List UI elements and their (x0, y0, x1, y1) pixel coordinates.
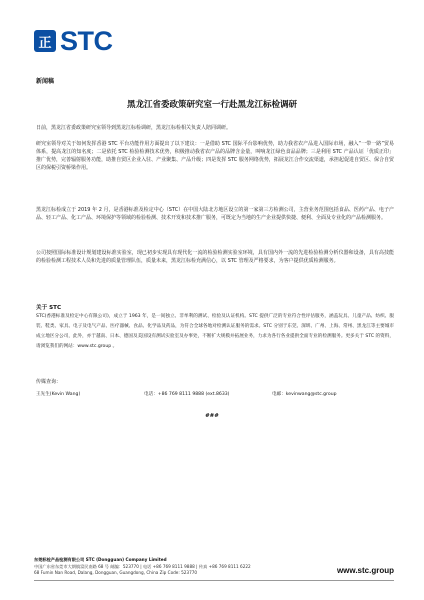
contact-email[interactable]: 电邮：kevinwang@stc.group (272, 392, 337, 397)
footer-address-en: 68 Fumin Nan Road, Dalang, Dongguan, Guangdong, China Zip Code: 523770 (34, 570, 198, 575)
about-text: STC(香港标准及检定中心有限公司)，成立于 1963 年，是一间独立、非牟利的测试、检验及认证机构。STC 提供广泛的专业符合性评估服务，涵盖玩具、儿童产品、纺织、服装、鞋类、家具、电子及电气产品、医疗器械、食品、化学品及药品，为符合全球各地对检测认证服务的需求。STC 分别于东莞、深圳、广州、上海、常州、黑龙江等主要城市成立地区分公司，此外，亦于越南、日本、德国及美国设有测试实验室及办事处，不断扩大规模并拓展业务，力求为各行各业提供全面专业的检测服务。更多关于 STC 的资料，请浏览我们的网站：www.stc.group 。 (36, 314, 394, 349)
footer-company: 东莞标检产品检测有限公司 STC (Dongguan) Company Limited (34, 557, 167, 562)
footer-divider (34, 580, 394, 581)
about-heading: 关于 STC (36, 305, 62, 311)
paragraph-4: 公司按照国际标准设计规划建设标准实验室，现已初步实现具有现代化一流的检验检测实验室环境，具有国内外一流的先进检验检测分析仪器和设备，具有高技能的检验检测工程技术人员和先进的质量管理队伍，质量未来，黑龙江标检充满信心，以 STC 管理及严格要求，为客户提供优质检测服务。 (36, 250, 394, 264)
end-mark: ### (205, 413, 219, 419)
footer-website-link[interactable]: www.stc.group (336, 566, 394, 575)
stc-logo-icon: 正 (34, 30, 56, 52)
contact-phone: 电话：+86 769 8111 9888 (ext.8633) (144, 392, 230, 397)
page-title: 黑龙江省委政策研究室一行赴黑龙江标检调研 (126, 100, 297, 110)
stc-logo (34, 26, 113, 56)
document-label: 新闻稿 (36, 78, 55, 85)
media-contact-heading: 传媒查询： (36, 379, 62, 385)
paragraph-1: 日前，黑龙江省委政策研究室领导到黑龙江标检调研，黑龙江标检相关负责人陪同调研。 (36, 125, 232, 131)
contact-name: 王先生(Kevin Wang) (36, 392, 81, 397)
paragraph-2: 研究室领导对关于如何发挥香港 STC 平台功能作用方面提出了以下建议：一是借助 STC 国际平台影响优势，助力我省农产品进入国际市场，融入“一带一路”贸易体系，提高龙江的知名度；二是依托 STC 检验检测技术优势，积极推动我省农产品的品牌含金量，叫响龙江绿色食品品牌；三是利用 STC 产品认证「优质正印」推广优势，完善辐射服务功能，助推自贸区企业入驻、产业聚集、产品升级；四是发挥 STC 服务网络优势，拓展龙江合作交流渠道，承担起促进自贸区、保合自贸区的保税引资桥梁作用。 (36, 141, 394, 171)
paragraph-3: 黑龙江标检成立于 2019 年 2 月，是香港标准及检定中心（STC）在中国大陆北方地区设立的第一家第三方检测公司，主营业务范围包括食品、医药产品、电子产品、轻工产品、化工产品、环境保护等领域的检验检测、技术开发和技术推广服务，可既定为当地的生产企业提供快捷、便利、全面及专业化的产品检测服务。 (36, 207, 394, 221)
footer-address-cn: 中国广东省东莞市大朗镇富民南路 68 号 邮编：523770 | 电话 +86 769 8111 9888 | 传真 +86 769 8111 6222 (34, 563, 251, 569)
stc-wordmark: STC (60, 26, 113, 56)
